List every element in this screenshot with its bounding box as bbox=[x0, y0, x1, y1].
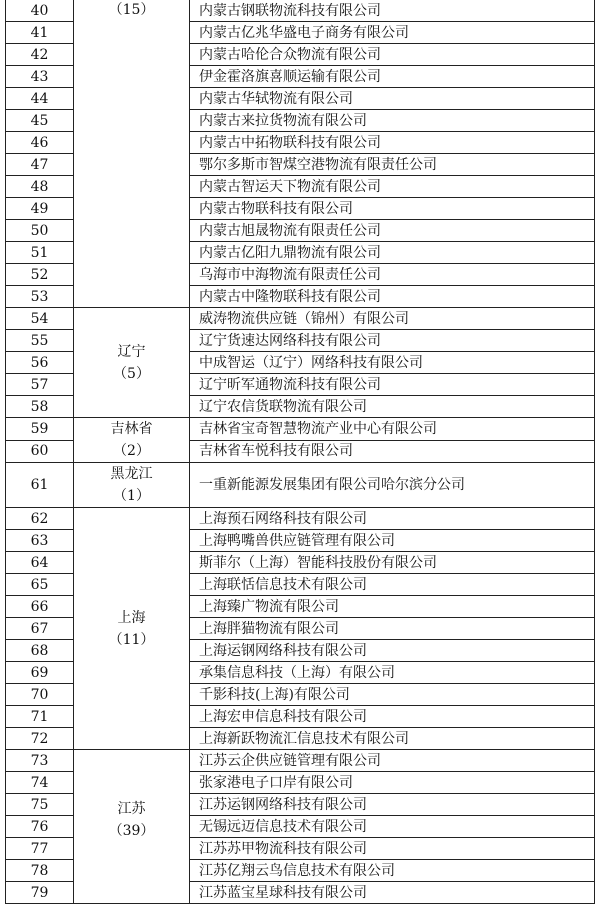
province-count: （15） bbox=[108, 2, 155, 18]
table-row bbox=[6, 508, 595, 530]
table-row bbox=[6, 750, 595, 772]
province-name: 江苏 bbox=[117, 801, 146, 817]
company-name: 上海联恬信息技术有限公司 bbox=[190, 574, 595, 596]
province-cell bbox=[74, 508, 190, 750]
row-number: 76 bbox=[6, 816, 74, 838]
row-number: 77 bbox=[6, 838, 74, 860]
company-name: 上海新跃物流汇信息技术有限公司 bbox=[190, 728, 595, 750]
company-name: 斯菲尔（上海）智能科技股份有限公司 bbox=[190, 552, 595, 574]
row-number: 40 bbox=[6, 0, 74, 22]
row-number: 57 bbox=[6, 374, 74, 396]
company-name: 内蒙古来拉货物流有限公司 bbox=[190, 110, 595, 132]
row-number: 70 bbox=[6, 684, 74, 706]
company-name: 上海宏申信息科技有限公司 bbox=[190, 706, 595, 728]
company-name: 一重新能源发展集团有限公司哈尔滨分公司 bbox=[190, 463, 595, 508]
row-number: 72 bbox=[6, 728, 74, 750]
row-number: 51 bbox=[6, 242, 74, 264]
row-number: 50 bbox=[6, 220, 74, 242]
company-name: 辽宁昕军通物流科技有限公司 bbox=[190, 374, 595, 396]
row-number: 48 bbox=[6, 176, 74, 198]
row-number: 60 bbox=[6, 440, 74, 463]
company-name: 伊金霍洛旗喜顺运输有限公司 bbox=[190, 66, 595, 88]
company-name: 内蒙古中隆物联科技有限公司 bbox=[190, 286, 595, 308]
row-number: 64 bbox=[6, 552, 74, 574]
row-number: 62 bbox=[6, 508, 74, 530]
province-name: 黑龙江 bbox=[110, 466, 153, 482]
row-number: 47 bbox=[6, 154, 74, 176]
company-name: 内蒙古哈伦合众物流有限公司 bbox=[190, 44, 595, 66]
province-cell bbox=[74, 0, 190, 308]
row-number: 65 bbox=[6, 574, 74, 596]
row-number: 56 bbox=[6, 352, 74, 374]
company-name: 上海臻广物流有限公司 bbox=[190, 596, 595, 618]
company-name: 内蒙古华轼物流有限公司 bbox=[190, 88, 595, 110]
province-name: 吉林省 bbox=[110, 421, 153, 437]
company-name: 江苏亿翔云鸟信息技术有限公司 bbox=[190, 860, 595, 882]
company-name: 辽宁农信货联物流有限公司 bbox=[190, 396, 595, 418]
company-name: 内蒙古物联科技有限公司 bbox=[190, 198, 595, 220]
row-number: 58 bbox=[6, 396, 74, 418]
table-row bbox=[6, 0, 595, 22]
row-number: 73 bbox=[6, 750, 74, 772]
row-number: 41 bbox=[6, 22, 74, 44]
province-cell bbox=[74, 463, 190, 508]
company-name: 吉林省车悦科技有限公司 bbox=[190, 440, 595, 463]
province-count: （11） bbox=[108, 631, 155, 648]
row-number: 46 bbox=[6, 132, 74, 154]
province-name: 辽宁 bbox=[117, 343, 146, 360]
row-number: 75 bbox=[6, 794, 74, 816]
row-number: 67 bbox=[6, 618, 74, 640]
company-name: 内蒙古亿阳九鼎物流有限公司 bbox=[190, 242, 595, 264]
row-number: 78 bbox=[6, 860, 74, 882]
company-name: 无锡远迈信息技术有限公司 bbox=[190, 816, 595, 838]
province-name: 上海 bbox=[117, 609, 146, 626]
company-name: 江苏蓝宝星球科技有限公司 bbox=[190, 882, 595, 904]
province-count: （39） bbox=[108, 823, 155, 839]
enterprise-table-body bbox=[6, 0, 595, 904]
enterprise-list-sheet bbox=[5, 0, 595, 904]
company-name: 辽宁货速达网络科技有限公司 bbox=[190, 330, 595, 352]
row-number: 69 bbox=[6, 662, 74, 684]
company-name: 上海胖猫物流有限公司 bbox=[190, 618, 595, 640]
table-row bbox=[6, 308, 595, 330]
row-number: 71 bbox=[6, 706, 74, 728]
company-name: 千影科技(上海)有限公司 bbox=[190, 684, 595, 706]
company-name: 吉林省宝奇智慧物流产业中心有限公司 bbox=[190, 418, 595, 441]
company-name: 内蒙古旭晟物流有限责任公司 bbox=[190, 220, 595, 242]
row-number: 54 bbox=[6, 308, 74, 330]
company-name: 承集信息科技（上海）有限公司 bbox=[190, 662, 595, 684]
province-count: （1） bbox=[113, 488, 150, 504]
province-count: （2） bbox=[113, 443, 150, 459]
table-row bbox=[6, 418, 595, 441]
row-number: 45 bbox=[6, 110, 74, 132]
company-name: 乌海市中海物流有限责任公司 bbox=[190, 264, 595, 286]
company-name: 江苏云企供应链管理有限公司 bbox=[190, 750, 595, 772]
company-name: 内蒙古中拓物联科技有限公司 bbox=[190, 132, 595, 154]
row-number: 55 bbox=[6, 330, 74, 352]
company-name: 江苏苏甲物流科技有限公司 bbox=[190, 838, 595, 860]
row-number: 61 bbox=[6, 463, 74, 508]
company-name: 威涛物流供应链（锦州）有限公司 bbox=[190, 308, 595, 330]
province-count: （5） bbox=[113, 365, 150, 382]
company-name: 上海运钢网络科技有限公司 bbox=[190, 640, 595, 662]
company-name: 张家港电子口岸有限公司 bbox=[190, 772, 595, 794]
row-number: 52 bbox=[6, 264, 74, 286]
row-number: 59 bbox=[6, 418, 74, 441]
row-number: 74 bbox=[6, 772, 74, 794]
company-name: 鄂尔多斯市智煤空港物流有限责任公司 bbox=[190, 154, 595, 176]
province-cell bbox=[74, 308, 190, 418]
company-name: 上海预石网络科技有限公司 bbox=[190, 508, 595, 530]
company-name: 上海鸭嘴兽供应链管理有限公司 bbox=[190, 530, 595, 552]
company-name: 中成智运（辽宁）网络科技有限公司 bbox=[190, 352, 595, 374]
row-number: 63 bbox=[6, 530, 74, 552]
company-name: 内蒙古亿兆华盛电子商务有限公司 bbox=[190, 22, 595, 44]
company-name: 内蒙古智运天下物流有限公司 bbox=[190, 176, 595, 198]
row-number: 49 bbox=[6, 198, 74, 220]
row-number: 66 bbox=[6, 596, 74, 618]
row-number: 79 bbox=[6, 882, 74, 904]
table-row bbox=[6, 463, 595, 508]
province-cell bbox=[74, 418, 190, 463]
company-name: 江苏运钢网络科技有限公司 bbox=[190, 794, 595, 816]
row-number: 44 bbox=[6, 88, 74, 110]
row-number: 68 bbox=[6, 640, 74, 662]
company-name: 内蒙古钢联物流科技有限公司 bbox=[190, 0, 595, 22]
enterprise-table bbox=[5, 0, 595, 904]
row-number: 43 bbox=[6, 66, 74, 88]
row-number: 53 bbox=[6, 286, 74, 308]
row-number: 42 bbox=[6, 44, 74, 66]
province-cell bbox=[74, 750, 190, 904]
